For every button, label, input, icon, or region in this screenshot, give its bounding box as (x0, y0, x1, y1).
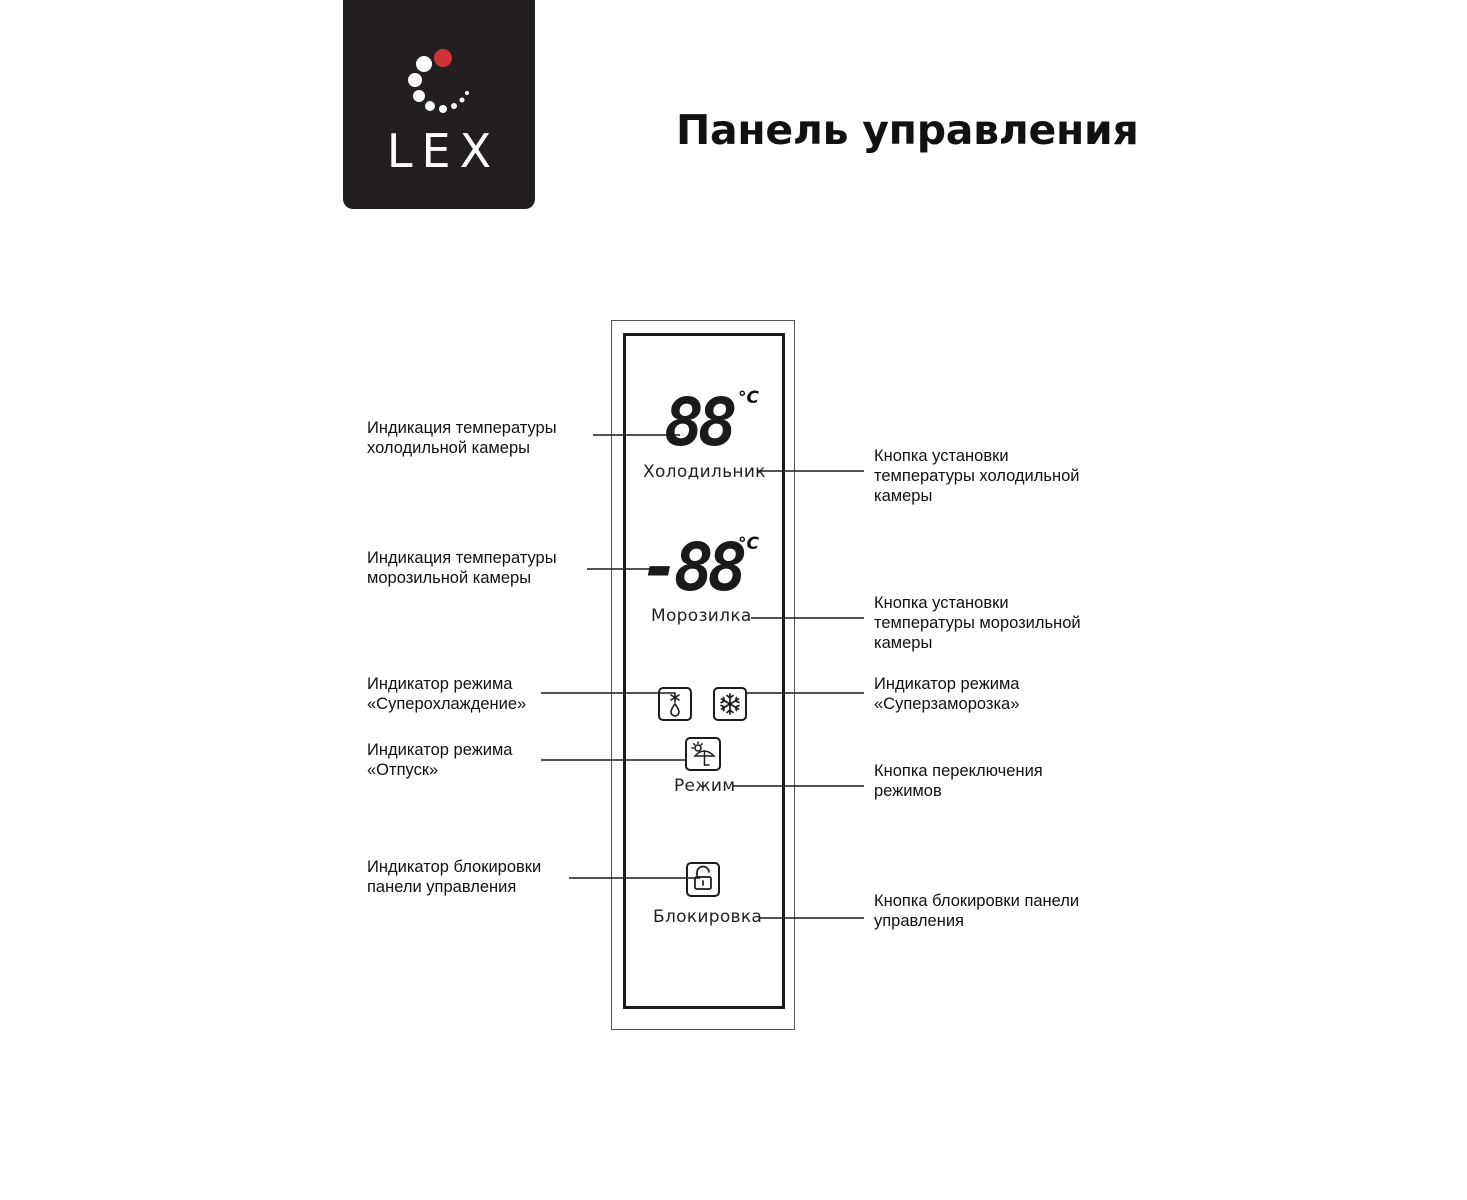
fridge-temperature-unit: °C (738, 388, 759, 408)
freezer-temperature-unit: °C (738, 534, 759, 554)
annotation-superfreeze: Индикатор режима «Суперзаморозка» (874, 675, 1020, 713)
annotation-vacation: Индикатор режима «Отпуск» (367, 741, 513, 779)
annotation-mode-button: Кнопка переключения режимов (874, 762, 1043, 800)
lock-button[interactable]: Блокировка (653, 907, 763, 927)
mode-button[interactable]: Режим (674, 776, 736, 796)
page-title: Панель управления (676, 106, 1139, 154)
annotation-freezer-display: Индикация температуры морозильной камеры (367, 549, 557, 587)
freezer-button[interactable]: Морозилка (651, 606, 752, 626)
annotation-supercool: Индикатор режима «Суперохлаждение» (367, 675, 527, 713)
freezer-temperature-display: -88 (640, 529, 742, 606)
annotation-fridge-button: Кнопка установки температуры холодильной камеры (874, 447, 1080, 505)
fridge-temperature-display: 88 (664, 384, 732, 461)
fridge-button[interactable]: Холодильник (643, 462, 766, 482)
annotation-freezer-button: Кнопка установки температуры морозильной камеры (874, 594, 1081, 652)
logo-wordmark: LEX (386, 124, 501, 178)
annotation-lock-button: Кнопка блокировки панели управления (874, 892, 1080, 930)
annotation-lock-indicator: Индикатор блокировки панели управления (367, 858, 542, 896)
annotation-fridge-display: Индикация температуры холодильной камеры (367, 419, 557, 457)
